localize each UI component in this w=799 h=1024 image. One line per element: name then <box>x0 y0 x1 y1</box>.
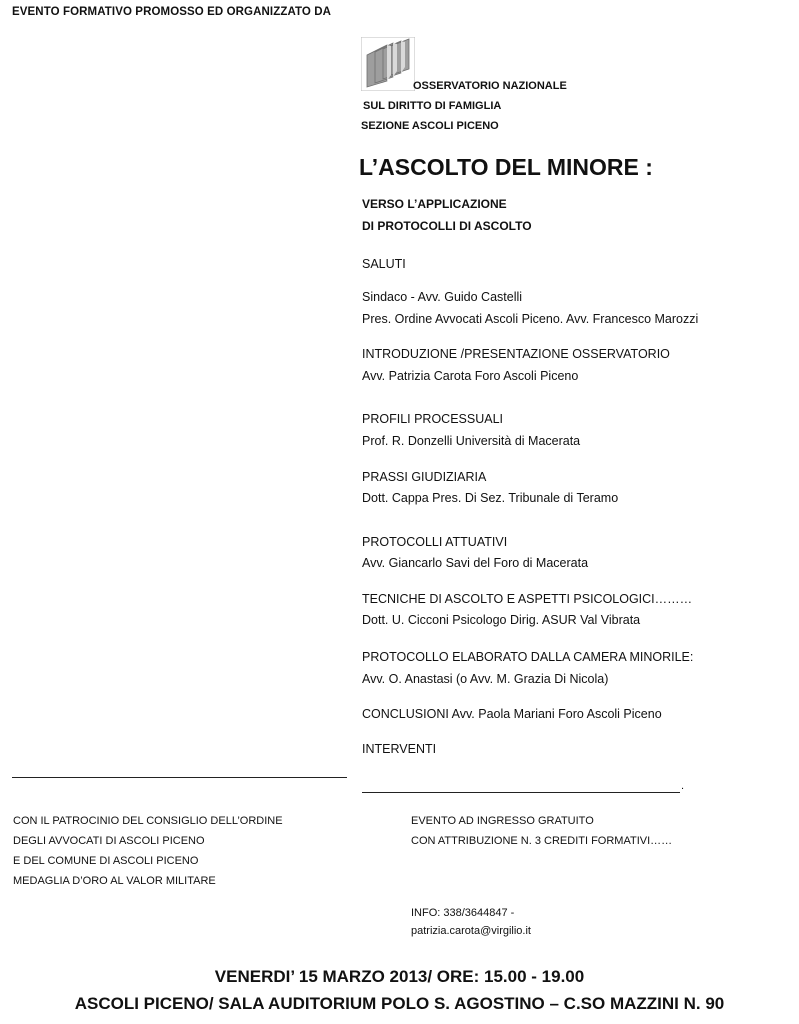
program-interventi: INTERVENTI <box>362 742 437 756</box>
admission-line1: EVENTO AD INGRESSO GRATUITO <box>411 815 594 827</box>
divider-dot: . <box>681 780 685 792</box>
program-protocolli-heading: PROTOCOLLI ATTUATIVI <box>362 535 508 549</box>
program-intro-speaker: Avv. Patrizia Carota Foro Ascoli Piceno <box>362 369 579 383</box>
admission-line2: CON ATTRIBUZIONE N. 3 CREDITI FORMATIVI…… <box>411 835 673 847</box>
promoter-heading: EVENTO FORMATIVO PROMOSSO ED ORGANIZZATO DA <box>12 6 332 18</box>
divider-line-right <box>362 792 680 793</box>
divider-line-left <box>12 777 347 778</box>
event-datetime: VENERDI’ 15 MARZO 2013/ ORE: 15.00 - 19.00 <box>214 967 585 986</box>
patronage-line4: MEDAGLIA D’ORO AL VALOR MILITARE <box>13 875 216 887</box>
patronage-line2: DEGLI AVVOCATI DI ASCOLI PICENO <box>13 835 205 847</box>
program-saluti-heading: SALUTI <box>362 257 406 271</box>
program-profili-speaker: Prof. R. Donzelli Università di Macerata <box>362 434 581 448</box>
info-email: patrizia.carota@virgilio.it <box>411 925 531 937</box>
program-saluti-speaker-1: Sindaco - Avv. Guido Castelli <box>362 290 523 304</box>
program-conclusioni: CONCLUSIONI Avv. Paola Mariani Foro Ascoli Piceno <box>362 707 662 721</box>
event-subtitle-line1: VERSO L’APPLICAZIONE <box>362 197 507 211</box>
program-intro-heading: INTRODUZIONE /PRESENTAZIONE OSSERVATORIO <box>362 347 670 361</box>
program-tecniche-heading: TECNICHE DI ASCOLTO E ASPETTI PSICOLOGICI……… <box>362 592 693 606</box>
program-prassi-speaker: Dott. Cappa Pres. Di Sez. Tribunale di Teramo <box>362 491 619 505</box>
org-name-line2: SUL DIRITTO DI FAMIGLIA <box>363 100 502 112</box>
org-name-line3: SEZIONE ASCOLI PICENO <box>361 120 499 132</box>
patronage-line1: CON IL PATROCINIO DEL CONSIGLIO DELL’ORDINE <box>13 815 283 827</box>
event-location: ASCOLI PICENO/ SALA AUDITORIUM POLO S. AGOSTINO – C.SO MAZZINI N. 90 <box>74 994 725 1013</box>
program-protocolli-speaker: Avv. Giancarlo Savi del Foro di Macerata <box>362 556 589 570</box>
program-tecniche-speaker: Dott. U. Cicconi Psicologo Dirig. ASUR Val Vibrata <box>362 613 641 627</box>
event-subtitle-line2: DI PROTOCOLLI DI ASCOLTO <box>362 219 532 233</box>
program-protocollo-speaker: Avv. O. Anastasi (o Avv. M. Grazia Di Nicola) <box>362 672 609 686</box>
patronage-line3: E DEL COMUNE DI ASCOLI PICENO <box>13 855 199 867</box>
info-phone: INFO: 338/3644847 - <box>411 907 515 919</box>
stacked-books-icon <box>361 37 415 91</box>
program-prassi-heading: PRASSI GIUDIZIARIA <box>362 470 487 484</box>
program-saluti-speaker-2: Pres. Ordine Avvocati Ascoli Piceno. Avv. Francesco Marozzi <box>362 312 699 326</box>
program-protocollo-heading: PROTOCOLLO ELABORATO DALLA CAMERA MINORILE: <box>362 650 694 664</box>
org-name-line1: OSSERVATORIO NAZIONALE <box>413 80 567 92</box>
program-profili-heading: PROFILI PROCESSUALI <box>362 412 504 426</box>
event-title: L’ASCOLTO DEL MINORE : <box>359 154 653 180</box>
